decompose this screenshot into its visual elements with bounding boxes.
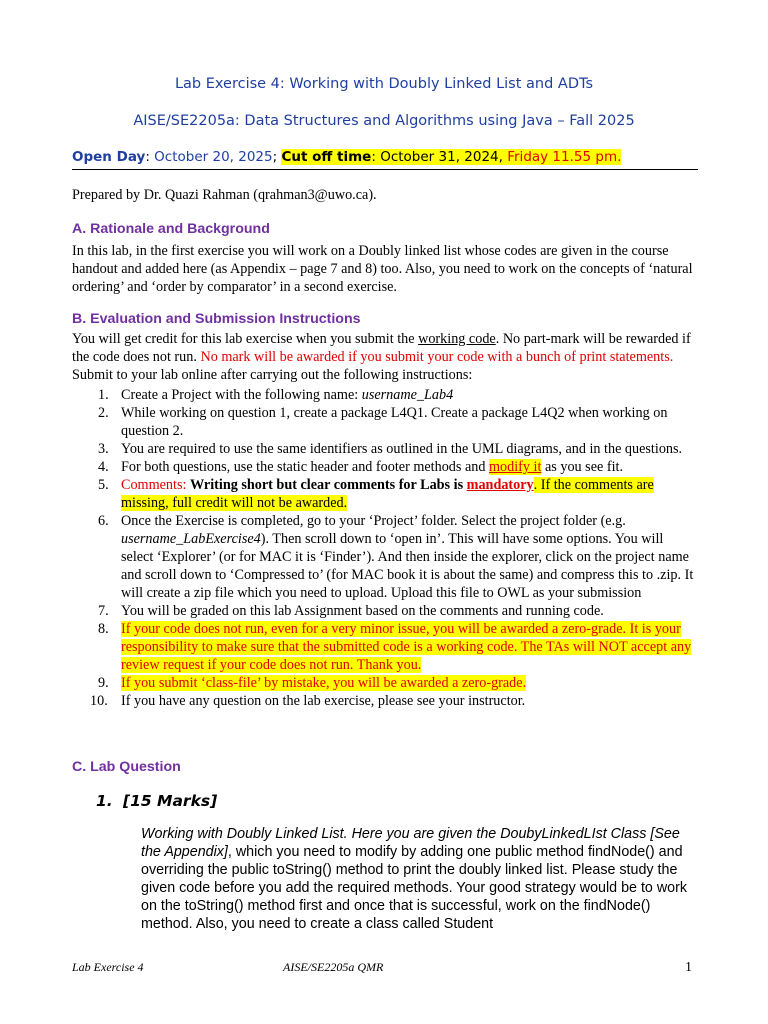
prepared-by: Prepared by Dr. Quazi Rahman (qrahman3@uwo.ca). [72, 187, 377, 203]
cutoff-label: Cut off time [281, 149, 372, 165]
list-item: 4. For both questions, use the static header and footer methods and modify it as you see fit. [98, 459, 623, 475]
mandatory-text: mandatory [466, 477, 534, 493]
dates-line: Open Day: October 20, 2025; Cut off time: October 31, 2024, Friday 11.55 pm. [72, 149, 698, 170]
section-a-text: In this lab, in the first exercise you will work on a Doubly linked list whose codes are given in the course handout and added here (as Appendix – page 7 and 8) too. Also, you need to work on the concepts of ‘natural ordering’ and ‘order by comparator’ in a second exercise. [72, 243, 693, 295]
section-b-intro: You will get credit for this lab exercise when you submit the working code. No part-mark will be rewarded if the code does not run. No mark will be awarded if you submit your code with a bunch of print statements. Submit to your lab online after carrying out the following instructions: [72, 331, 691, 383]
list-item: 8. If your code does not run, even for a very minor issue, you will be awarded a zero-grade. It is your responsibility to make sure that the submitted code is a working code. The TAs will NOT accept any review request if your code does not run. Thank you. [98, 621, 692, 673]
cutoff-time: Friday 11.55 pm. [502, 149, 622, 165]
list-item: 5. Comments: Writing short but clear comments for Labs is mandatory. If the comments are missing, full credit will not be awarded. [98, 477, 654, 511]
class-file-warning: If you submit ‘class-file’ by mistake, you will be awarded a zero-grade. [121, 675, 527, 691]
list-item: 6. Once the Exercise is completed, go to your ‘Project’ folder. Select the project folder (e.g. username_LabExercise4). Then scroll down to ‘open in’. This will have some options. You will select ‘Explorer’ (or for MAC it is ‘Finder’). And then inside the explorer, click on the project name and scroll down to ‘Compressed to’ (for MAC book it is about the same) and compress this to .zip. It will create a zip file which you need to upload. Upload this file to OWL as your submission [98, 513, 694, 601]
list-item: 3. You are required to use the same identifiers as outlined in the UML diagrams, and in the questions. [98, 441, 683, 457]
working-code-link: working code [418, 331, 496, 347]
instruction-list [72, 386, 698, 710]
page-number: 1 [685, 960, 692, 975]
section-b-heading: B. Evaluation and Submission Instructions [72, 311, 361, 327]
open-day-value: October 20, 2025 [149, 149, 273, 165]
footer-left: Lab Exercise 4 [72, 960, 144, 974]
print-statement-warning: No mark will be awarded if you submit your code with a bunch of print statements. [200, 349, 674, 365]
open-day-label: Open Day [72, 149, 146, 165]
section-a-heading: A. Rationale and Background [72, 221, 270, 237]
list-item: 9. If you submit ‘class-file’ by mistake, you will be awarded a zero-grade. [98, 675, 527, 691]
question-1-body: Working with Doubly Linked List. Here you are given the DoubyLinkedLIst Class [See the Appendix], which you need to modify by adding one public method findNode() and overriding the public toString() method to print the doubly linked list. Please study the given code before you add the required methods. Your good strategy would be to work on the toString() method first and once that is successful, work on the findNode() method. Also, you need to create a class called Student [141, 826, 688, 932]
list-item: 10. If you have any question on the lab exercise, please see your instructor. [90, 693, 526, 709]
list-item: 2. While working on question 1, create a package L4Q1. Create a package L4Q2 when working on question 2. [98, 405, 668, 439]
zero-grade-warning: If your code does not run, even for a very minor issue, you will be awarded a zero-grade. It is your responsibility to make sure that the submitted code is a working code. The TAs will NOT accept any review request if your code does not run. Thank you. [121, 621, 692, 673]
footer-center: AISE/SE2205a QMR [283, 960, 384, 974]
section-c-heading: C. Lab Question [72, 759, 181, 775]
list-item: 7. You will be graded on this lab Assignment based on the comments and running code. [98, 603, 604, 619]
list-item: 1. Create a Project with the following name: username_Lab4 [98, 387, 454, 403]
course-title: AISE/SE2205a: Data Structures and Algorithms using Java – Fall 2025 [133, 113, 635, 129]
document-title: Lab Exercise 4: Working with Doubly Linked List and ADTs [174, 76, 594, 92]
cutoff-value: October 31, 2024, [375, 149, 503, 165]
question-1-title: 1. [15 Marks] [96, 792, 218, 810]
modify-it-highlight: modify it [489, 459, 542, 475]
